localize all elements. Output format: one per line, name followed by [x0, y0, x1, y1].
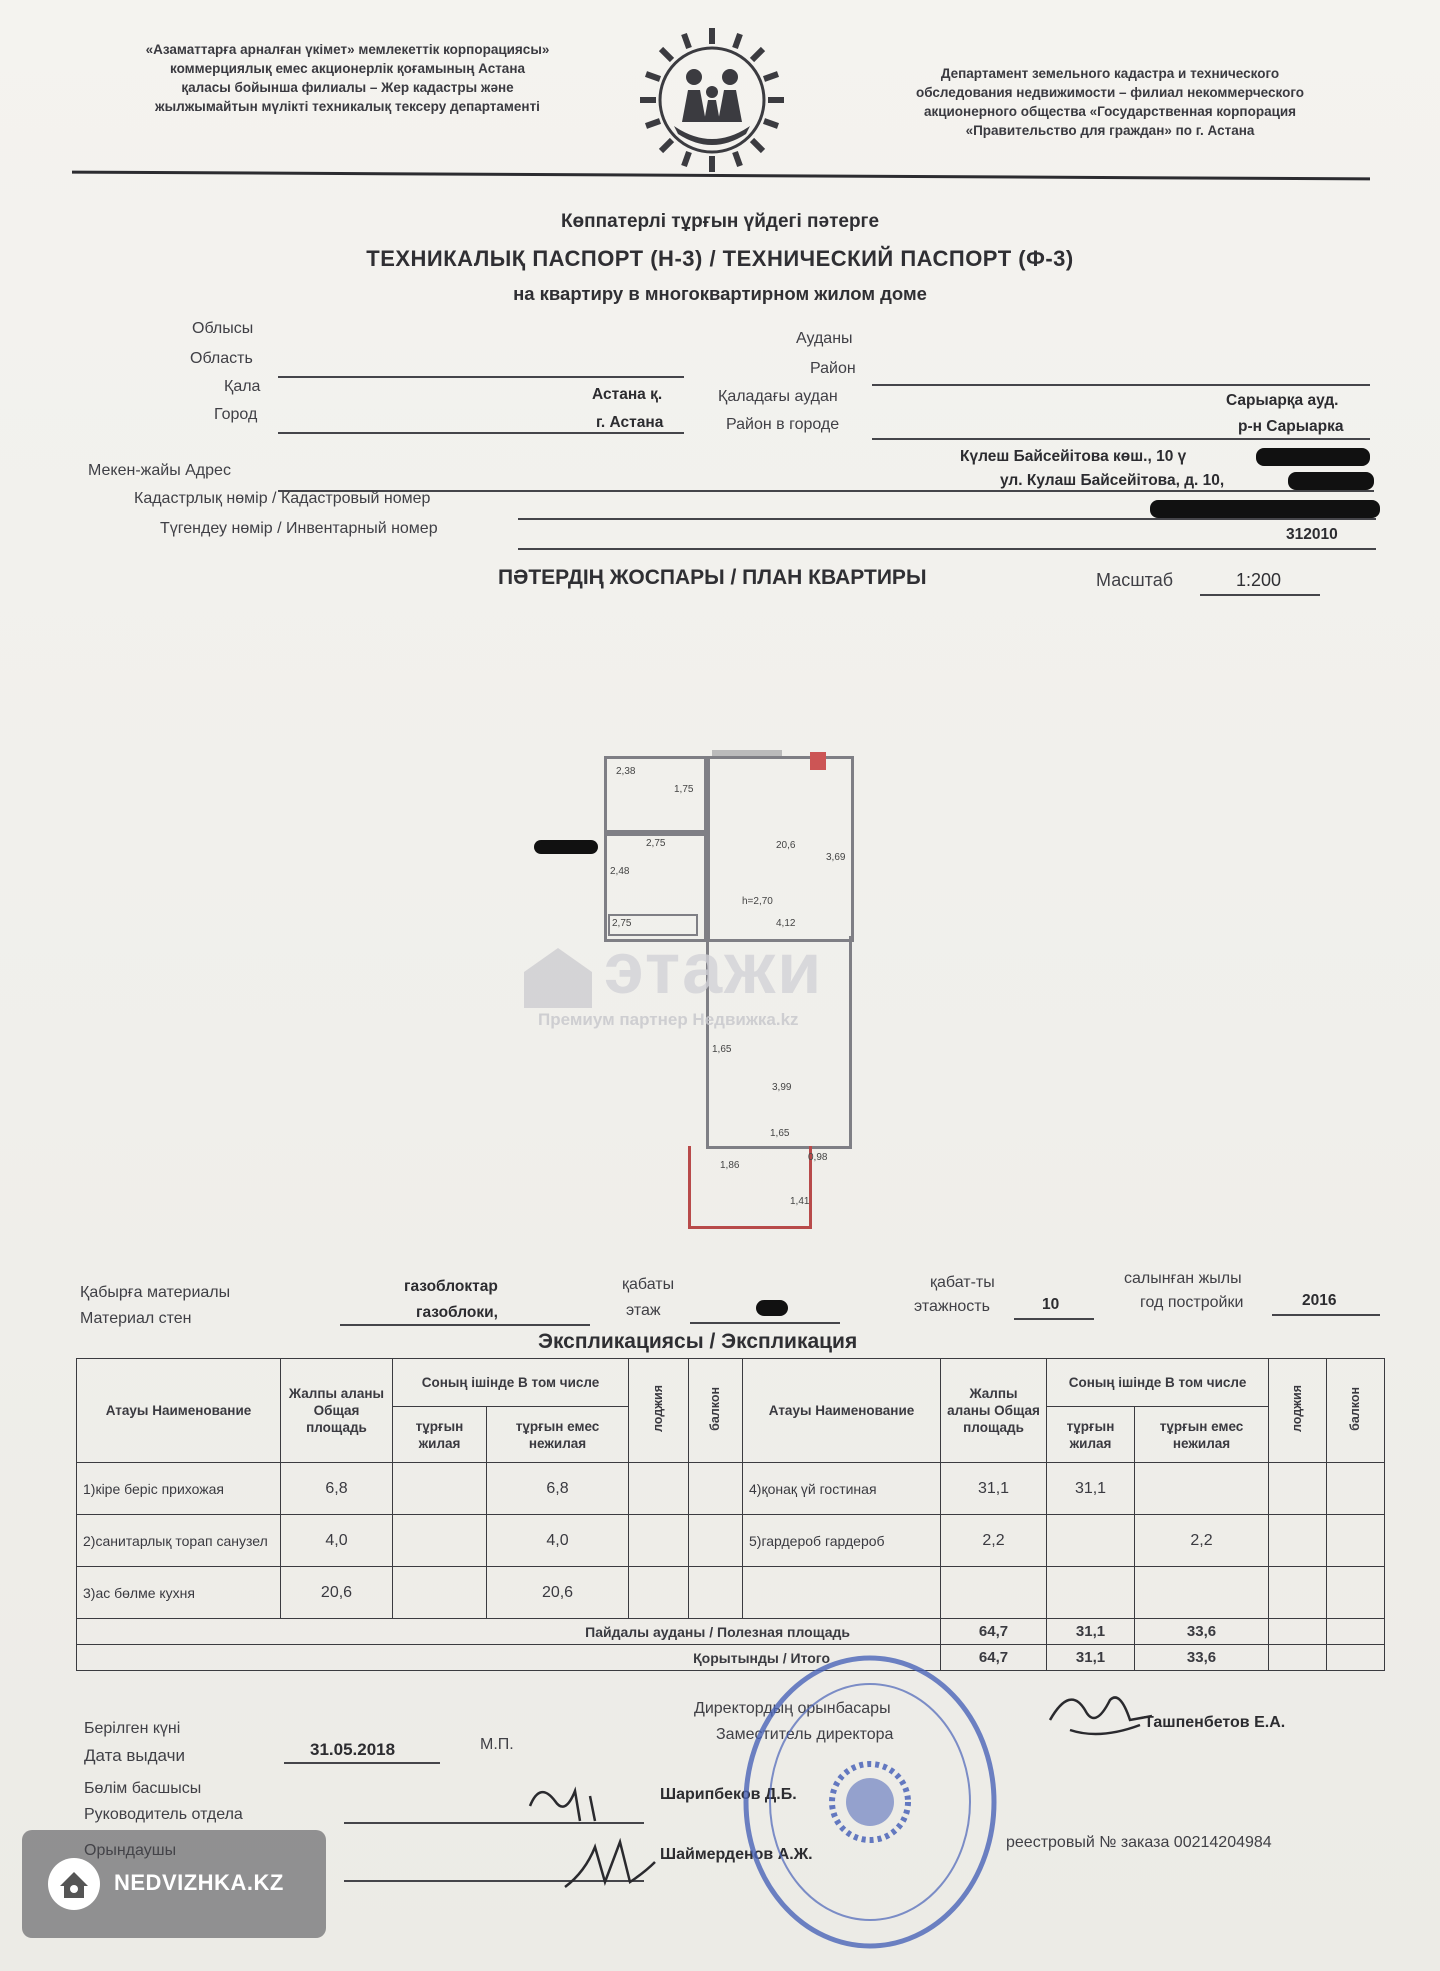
room-nonliving: 2,2 — [1135, 1515, 1269, 1567]
year-label-ru: год постройки — [1140, 1294, 1244, 1311]
address-kz: Күлеш Байсейітова көш., 10 ү — [960, 448, 1187, 465]
signature-icon — [560, 1832, 660, 1892]
useful-loggia — [1269, 1619, 1327, 1645]
plan-dimension: 0,98 — [808, 1152, 828, 1163]
plan-dimension: 2,75 — [612, 918, 632, 929]
scale-value: 1:200 — [1236, 570, 1282, 590]
room-total: 20,6 — [281, 1567, 393, 1619]
table-row — [77, 1567, 1385, 1619]
col-header-incl: Соның ішінде В том числе — [393, 1359, 629, 1407]
registry-number: реестровый № заказа 00214204984 — [1006, 1834, 1272, 1851]
room-living: 31,1 — [1047, 1463, 1135, 1515]
storeys-value: 10 — [1042, 1296, 1060, 1313]
plan-dimension: 1,75 — [674, 784, 694, 795]
head-label-ru: Руководитель отдела — [84, 1806, 243, 1823]
plan-dimension: h=2,70 — [742, 896, 773, 907]
col-header-nonliving: тұрғын емес нежилая — [487, 1407, 629, 1463]
address-ru: ул. Кулаш Байсейітова, д. 10, — [1000, 472, 1225, 489]
year-underline — [1272, 1314, 1380, 1316]
storeys-underline — [1014, 1318, 1094, 1320]
director-name: Ташпенбетов Е.А. — [1144, 1714, 1286, 1731]
audany-label: Ауданы — [796, 330, 853, 347]
scale-underline — [1200, 594, 1320, 596]
mp-label: М.П. — [480, 1736, 514, 1753]
header-right-line: «Правительство для граждан» по г. Астана — [965, 123, 1255, 138]
grand-total: 64,7 — [941, 1645, 1047, 1671]
raion-underline — [872, 384, 1370, 386]
col-header-balcony — [1327, 1359, 1385, 1463]
page-title: ТЕХНИКАЛЫҚ ПАСПОРТ (Н-3) / ТЕХНИЧЕСКИЙ ПАСПОРТ (Ф-3) — [366, 246, 1074, 271]
header-right-line: Департамент земельного кадастра и технического — [940, 66, 1280, 81]
cadastral-label: Кадастрлық нөмір / Кадастровый номер — [134, 490, 431, 507]
wall-underline — [340, 1324, 590, 1326]
official-stamp-icon — [740, 1652, 1000, 1952]
header-left — [70, 40, 625, 116]
room-name: 3)ас бөлме кухня — [77, 1567, 281, 1619]
header-right-line: обследования недвижимости – филиал некоммерческого — [915, 85, 1305, 100]
city-kz: Астана қ. — [592, 386, 663, 403]
plan-dimension: 1,65 — [770, 1128, 790, 1139]
explication-table — [76, 1358, 1385, 1671]
room-name: 2)санитарлық торап санузел — [77, 1515, 281, 1567]
year-value: 2016 — [1302, 1292, 1337, 1309]
useful-area-label: Пайдалы ауданы / Полезная площадь — [77, 1619, 941, 1645]
plan-room-balcony — [688, 1146, 812, 1229]
table-row — [77, 1515, 1385, 1567]
col-header-balcony — [689, 1359, 743, 1463]
signature-icon — [1040, 1680, 1160, 1750]
issue-date: 31.05.2018 — [310, 1740, 396, 1759]
header-right — [840, 64, 1380, 140]
year-label-kz: салынған жылы — [1124, 1270, 1242, 1287]
redaction-bar — [1150, 500, 1380, 518]
issue-date-underline — [284, 1762, 440, 1764]
header-left-line: «Азаматтарға арналған үкімет» мемлекеттік корпорациясы» — [145, 42, 550, 57]
nedvizhka-badge[interactable] — [22, 1830, 326, 1938]
room-balcony — [689, 1463, 743, 1515]
room-balcony — [689, 1567, 743, 1619]
total-label: Қорытынды / Итого — [77, 1645, 941, 1671]
wall-value-kz: газоблоктар — [404, 1278, 498, 1295]
plan-dimension: 3,99 — [772, 1082, 792, 1093]
watermark-subtitle: Премиум партнер Недвижка.kz — [538, 1010, 799, 1029]
wall-label-ru: Материал стен — [80, 1310, 192, 1327]
plan-dimension: 2,48 — [610, 866, 630, 877]
room-living — [1047, 1515, 1135, 1567]
inventory-label: Түгендеу нөмір / Инвентарный номер — [160, 520, 438, 537]
redaction-bar — [1256, 448, 1370, 466]
watermark-brand: этажи — [604, 929, 824, 1009]
cadastral-underline — [518, 518, 1376, 520]
floor-label-ru: этаж — [626, 1302, 661, 1319]
storeys-label-kz: қабат-ты — [930, 1274, 995, 1291]
storeys-label-ru: этажность — [914, 1298, 990, 1315]
header-right-line: акционерного общества «Государственная корпорация — [923, 104, 1297, 119]
table-row-total — [77, 1645, 1385, 1671]
room-nonliving — [1135, 1463, 1269, 1515]
issue-label-kz: Берілген күні — [84, 1720, 181, 1737]
col-header-nonliving: тұрғын емес нежилая — [1135, 1407, 1269, 1463]
scale-label: Масштаб — [1096, 570, 1174, 590]
col-header-name: Атауы Наименование — [77, 1359, 281, 1463]
plan-dimension: 2,75 — [646, 838, 666, 849]
title-kz: Көппатерлі тұрғын үйдегі пәтерге — [560, 211, 880, 232]
kala-audany-label: Қаладағы аудан — [718, 388, 838, 405]
useful-total: 64,7 — [941, 1619, 1047, 1645]
room-total: 6,8 — [281, 1463, 393, 1515]
director-label-ru: Заместитель директора — [716, 1726, 894, 1743]
plan-dimension: 1,86 — [720, 1160, 740, 1171]
col-header-living: тұрғын жилая — [393, 1407, 487, 1463]
wall-label-kz: Қабырға материалы — [80, 1284, 231, 1301]
col-header-loggia — [1269, 1359, 1327, 1463]
room-name: 1)кіре беріс прихожая — [77, 1463, 281, 1515]
header-left-line: жылжымайтын мүлікті техникалық тексеру департаменті — [155, 99, 540, 114]
floor-label-kz: қабаты — [622, 1276, 675, 1293]
oblast-label: Область — [190, 350, 253, 367]
room-balcony — [1327, 1463, 1385, 1515]
explication-title: Экспликациясы / Экспликация — [538, 1330, 858, 1353]
room-balcony — [689, 1515, 743, 1567]
room-living — [393, 1567, 487, 1619]
wall-value-ru: газоблоки, — [416, 1304, 498, 1321]
col-header-loggia — [629, 1359, 689, 1463]
header-left-line: қаласы бойынша филиалы – Жер кадастры және — [181, 80, 514, 95]
col-header-balcony-text: балкон — [708, 1386, 723, 1431]
director-label-kz: Директордың орынбасары — [694, 1700, 891, 1717]
room-name: 5)гардероб гардероб — [743, 1515, 941, 1567]
district-underline — [872, 438, 1370, 440]
plan-dimension: 3,69 — [826, 852, 846, 863]
room-loggia — [629, 1463, 689, 1515]
plan-dimension: 4,12 — [776, 918, 796, 929]
head-label-kz: Бөлім басшысы — [84, 1780, 202, 1797]
room-loggia — [629, 1567, 689, 1619]
room-nonliving — [1135, 1567, 1269, 1619]
header-left-line: коммерциялық емес акционерлік қоғамының Астана — [170, 61, 525, 76]
raion-label: Район — [810, 360, 856, 377]
redaction-bar — [534, 840, 598, 854]
badge-text: NEDVIZHKA.KZ — [114, 1870, 284, 1895]
plan-dimension: 1,41 — [790, 1196, 810, 1207]
col-header-loggia-text: лоджия — [1290, 1384, 1305, 1433]
useful-balcony — [1327, 1619, 1385, 1645]
grand-balcony — [1327, 1645, 1385, 1671]
redaction-bar — [1288, 472, 1374, 490]
col-header-total: Жалпы аланы Общая площадь — [281, 1359, 393, 1463]
district-kz: Сарыарқа ауд. — [1226, 392, 1339, 409]
city-ru: г. Астана — [596, 414, 664, 431]
grand-loggia — [1269, 1645, 1327, 1671]
room-name: 4)қонақ үй гостиная — [743, 1463, 941, 1515]
room-nonliving: 20,6 — [487, 1567, 629, 1619]
signature-icon — [520, 1776, 620, 1826]
city-underline — [278, 432, 684, 434]
floor-underline — [690, 1322, 840, 1324]
room-balcony — [1327, 1567, 1385, 1619]
room-nonliving: 4,0 — [487, 1515, 629, 1567]
district-ru: р-н Сарыарка — [1238, 418, 1344, 435]
raion-v-gorode-label: Район в городе — [726, 416, 840, 433]
inventory-value: 312010 — [1286, 526, 1338, 543]
issue-label-ru: Дата выдачи — [84, 1746, 185, 1765]
grand-living: 31,1 — [1047, 1645, 1135, 1671]
room-total: 4,0 — [281, 1515, 393, 1567]
room-total: 2,2 — [941, 1515, 1047, 1567]
address-label: Мекен-жайы Адрес — [88, 462, 231, 479]
plan-window — [712, 750, 782, 756]
useful-living: 31,1 — [1047, 1619, 1135, 1645]
head-name: Шарипбеков Д.Б. — [660, 1786, 797, 1803]
room-loggia — [1269, 1515, 1327, 1567]
col-header-living: тұрғын жилая — [1047, 1407, 1135, 1463]
house-logo-icon — [520, 942, 598, 1012]
government-logo-icon — [622, 22, 802, 177]
useful-nonliving: 33,6 — [1135, 1619, 1269, 1645]
gorod-label: Город — [214, 406, 258, 423]
plan-dimension: 1,65 — [712, 1044, 732, 1055]
col-header-name: Атауы Наименование — [743, 1359, 941, 1463]
room-living — [393, 1463, 487, 1515]
grand-nonliving: 33,6 — [1135, 1645, 1269, 1671]
room-total: 31,1 — [941, 1463, 1047, 1515]
room-living — [393, 1515, 487, 1567]
plan-dimension: 2,38 — [616, 766, 636, 777]
redaction-bar — [756, 1300, 788, 1316]
oblast-underline — [278, 376, 684, 378]
home-icon — [46, 1856, 102, 1912]
table-row-useful — [77, 1619, 1385, 1645]
room-loggia — [629, 1515, 689, 1567]
plan-dimension: 20,6 — [776, 840, 796, 851]
room-nonliving: 6,8 — [487, 1463, 629, 1515]
col-header-total: Жалпы аланы Общая площадь — [941, 1359, 1047, 1463]
inventory-underline — [518, 548, 1376, 550]
kala-label: Қала — [224, 378, 261, 395]
col-header-loggia-text: лоджия — [651, 1384, 666, 1433]
room-loggia — [1269, 1463, 1327, 1515]
room-loggia — [1269, 1567, 1327, 1619]
executor-name: Шаймерденов А.Ж. — [660, 1846, 813, 1863]
col-header-balcony-text: балкон — [1348, 1386, 1363, 1431]
room-living — [1047, 1567, 1135, 1619]
room-total — [941, 1567, 1047, 1619]
table-row — [77, 1463, 1385, 1515]
plan-title: ПӘТЕРДІҢ ЖОСПАРЫ / ПЛАН КВАРТИРЫ — [498, 566, 927, 589]
room-balcony — [1327, 1515, 1385, 1567]
oblys-label: Облысы — [192, 320, 254, 337]
address-underline — [278, 490, 1374, 492]
room-name — [743, 1567, 941, 1619]
plan-column — [810, 752, 826, 770]
col-header-incl: Соның ішінде В том числе — [1047, 1359, 1269, 1407]
title-subtitle: на квартиру в многоквартирном жилом доме — [513, 283, 927, 304]
